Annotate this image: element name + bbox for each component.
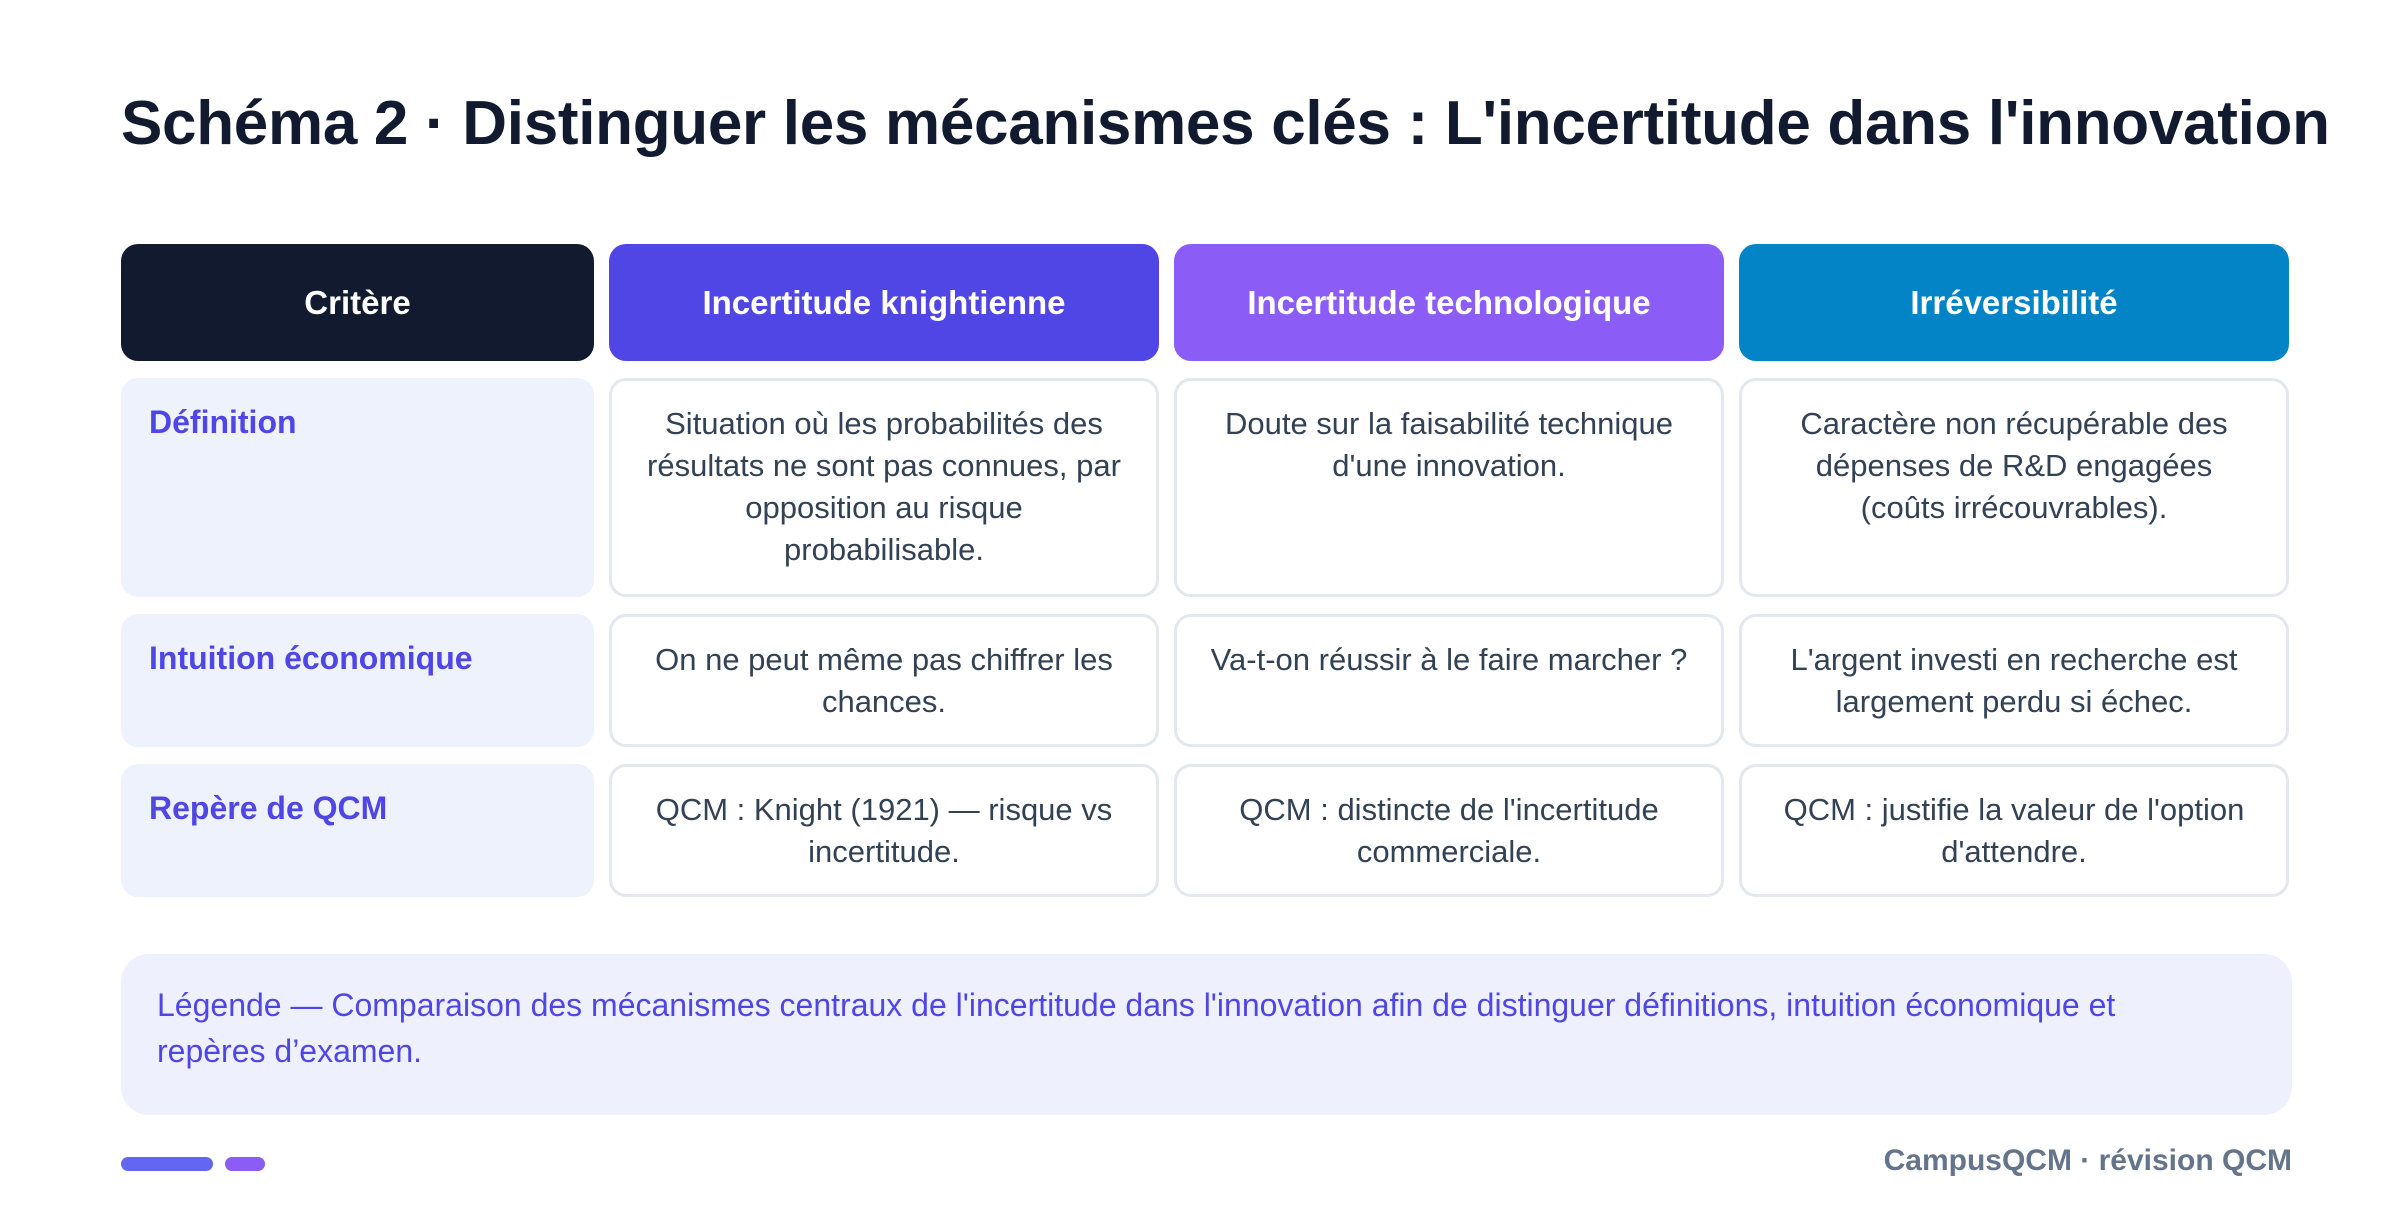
comparison-table	[121, 244, 2289, 897]
cell-intuition-knightian: On ne peut même pas chiffrer les chances.	[609, 614, 1159, 747]
legend-text: Légende — Comparaison des mécanismes centraux de l'incertitude dans l'innovation afin de distinguer définitions, intuition économique et repères d’examen.	[157, 987, 2116, 1069]
page-title: Schéma 2 · Distinguer les mécanismes clés : L'incertitude dans l'innovation	[121, 89, 2330, 158]
legend-box	[121, 954, 2292, 1115]
cell-intuition-irreversibility: L'argent investi en recherche est largement perdu si échec.	[1739, 614, 2289, 747]
cell-qcm-irreversibility: QCM : justifie la valeur de l'option d'attendre.	[1739, 764, 2289, 897]
header-knightian-uncertainty: Incertitude knightienne	[609, 244, 1159, 361]
header-technological-uncertainty: Incertitude technologique	[1174, 244, 1724, 361]
cell-qcm-technological: QCM : distincte de l'incertitude commerciale.	[1174, 764, 1724, 897]
decorative-bar-secondary	[225, 1157, 265, 1171]
footer-brand: CampusQCM · révision QCM	[1883, 1144, 2292, 1177]
decorative-bar-primary	[121, 1157, 213, 1171]
cell-intuition-technological: Va-t-on réussir à le faire marcher ?	[1174, 614, 1724, 747]
cell-definition-knightian: Situation où les probabilités des résultats ne sont pas connues, par opposition au risque probabilisable.	[609, 378, 1159, 597]
cell-definition-technological: Doute sur la faisabilité technique d'une innovation.	[1174, 378, 1724, 597]
row-label-definition: Définition	[121, 378, 594, 597]
cell-qcm-knightian: QCM : Knight (1921) — risque vs incertitude.	[609, 764, 1159, 897]
row-label-intuition: Intuition économique	[121, 614, 594, 747]
header-irreversibility: Irréversibilité	[1739, 244, 2289, 361]
row-label-qcm: Repère de QCM	[121, 764, 594, 897]
header-criteria: Critère	[121, 244, 594, 361]
cell-definition-irreversibility: Caractère non récupérable des dépenses de R&D engagées (coûts irrécouvrables).	[1739, 378, 2289, 597]
